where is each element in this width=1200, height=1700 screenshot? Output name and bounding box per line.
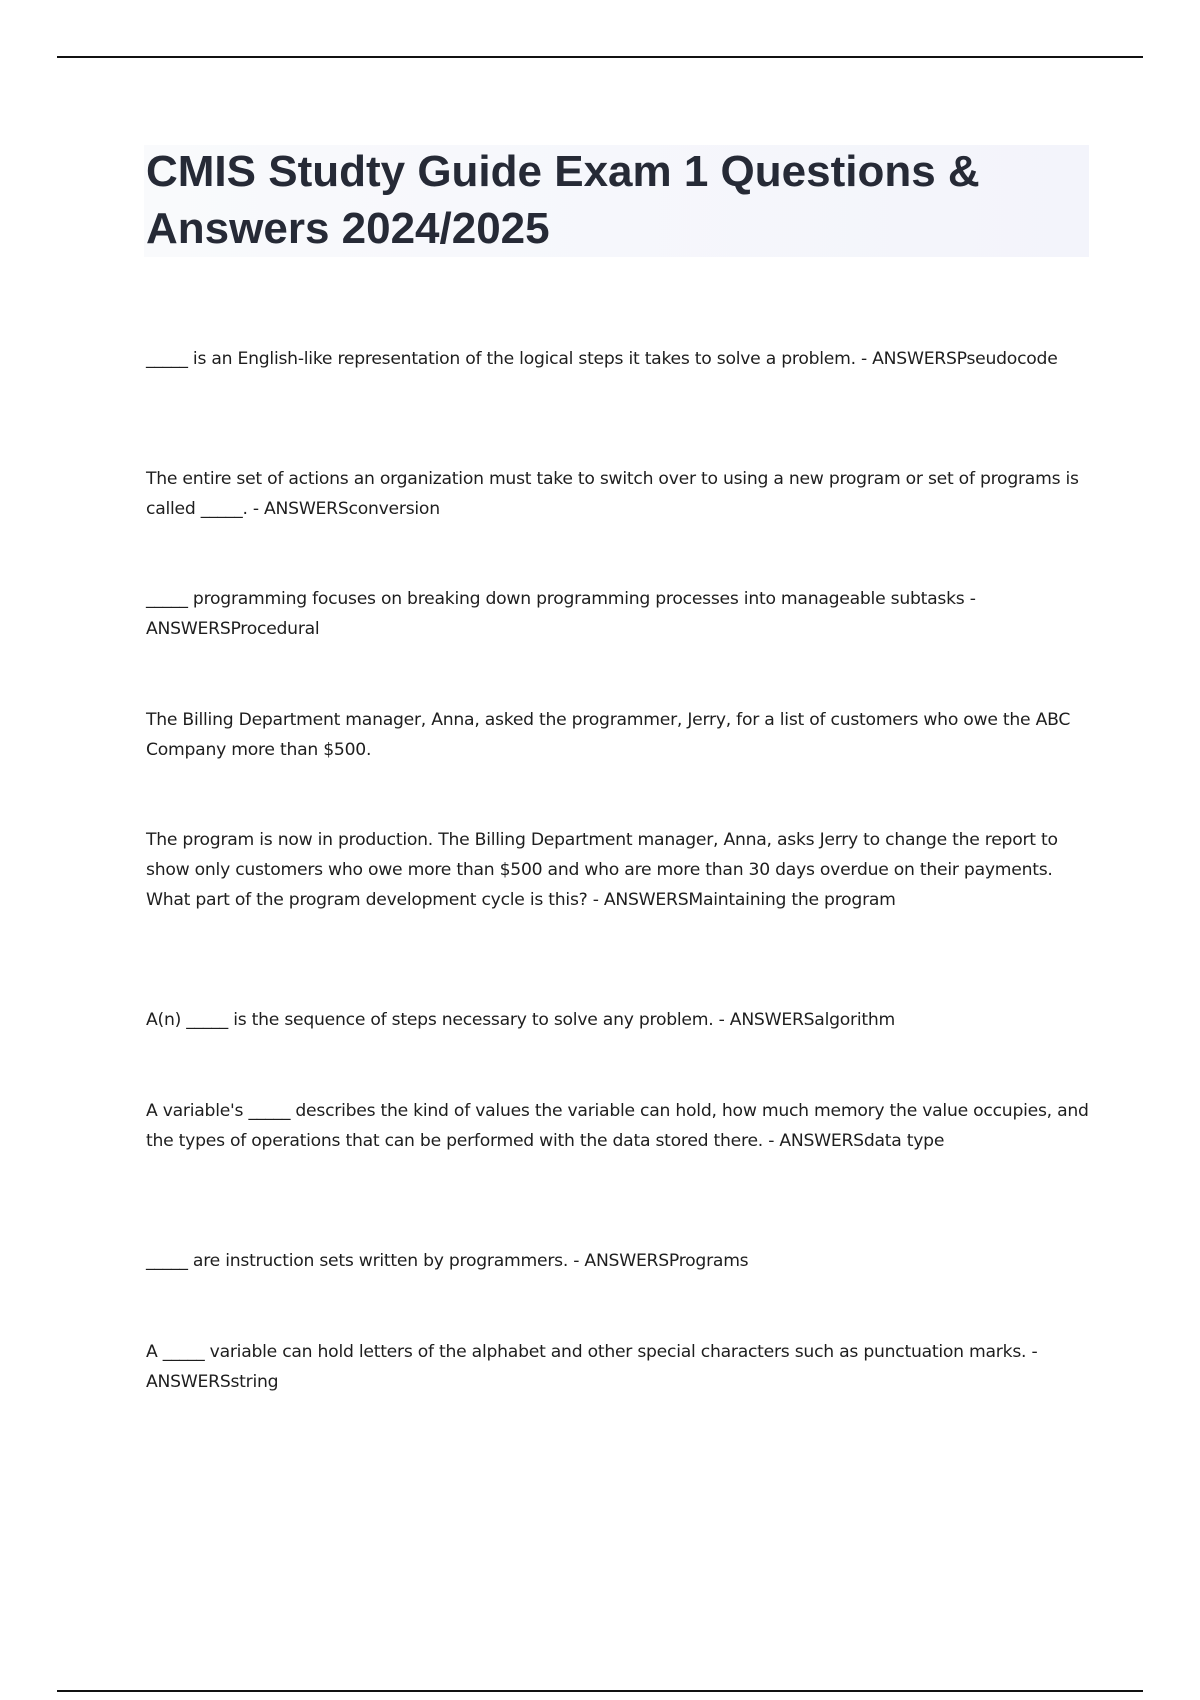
qa-item-5: The program is now in production. The Billing Department manager, Anna, asks Jerry to change the report to show only customers who owe more than $500 and who are more than 30 days overdue on their payments. What part of the program development cycle is this? - ANSWERSMaintaining the program — [146, 830, 1058, 910]
qa-item-8: _____ are instruction sets written by programmers. - ANSWERSPrograms — [146, 1251, 749, 1271]
qa-item-9: A _____ variable can hold letters of the alphabet and other special characters such as punctuation marks. - ANSWERSstring — [146, 1342, 1038, 1392]
top-rule — [57, 56, 1143, 58]
qa-item-4: The Billing Department manager, Anna, asked the programmer, Jerry, for a list of customers who owe the ABC Company more than $500. — [146, 710, 1071, 760]
qa-item-2: The entire set of actions an organization must take to switch over to using a new program or set of programs is called _____. - ANSWERSconversion — [146, 469, 1079, 519]
qa-item-6: A(n) _____ is the sequence of steps necessary to solve any problem. - ANSWERSalgorithm — [146, 1010, 895, 1030]
bottom-rule — [57, 1690, 1143, 1692]
document-title: CMIS Studty Guide Exam 1 Questions & Answers 2024/2025 — [146, 147, 980, 253]
qa-item-1: _____ is an English-like representation of the logical steps it takes to solve a problem. - ANSWERSPseudocode — [146, 349, 1058, 369]
qa-item-7: A variable's _____ describes the kind of values the variable can hold, how much memory the value occupies, and the types of operations that can be performed with the data stored there. - ANSWERSdata type — [146, 1101, 1089, 1151]
qa-item-3: _____ programming focuses on breaking down programming processes into manageable subtasks - ANSWERSProcedural — [146, 589, 976, 639]
